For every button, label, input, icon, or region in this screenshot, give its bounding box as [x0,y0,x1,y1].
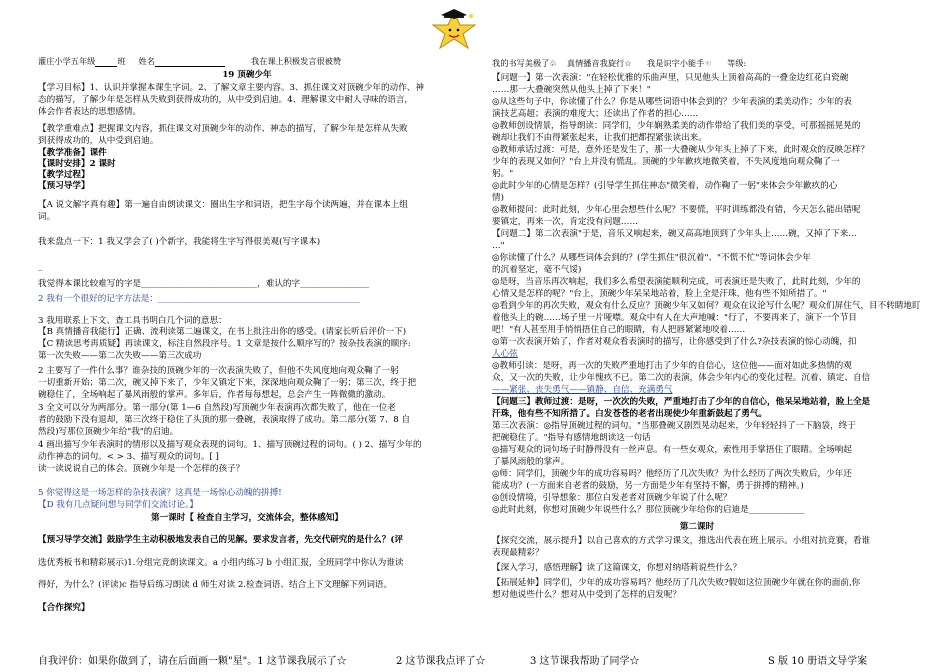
q2-line-8: 着他头上的碗……场子里一片哑噤。观众中有人在大声地喊："行了，不要再来了，演下一个节目 [492,313,857,323]
reflect-line: 读一读说说自己的体会。顶碗少年是一个怎样的孩子？ [38,464,245,474]
grade-label: 等级: [727,58,747,68]
star-icon: ☆ [624,59,632,68]
q1-line-4: 演技艺高超；表演的难度大；还读出了作者的担心…… [492,109,699,119]
summary-line-1: 2 主要写了一件什么事？谁杂技的顶碗少年的一次表演失败了，但他不失风度地向观众鞠了一躬 [38,366,399,376]
q2-line-9: 吧！"有人甚至用手悄悄捂住自己的眼睛，有人把唇紧紧地咬着…… [492,325,746,335]
q1-line-7: ◎教师承话过渡：可是，意外还是发生了，那一大叠碗从少年头上掉了下来，此时观众的反映怎样？ [492,145,870,155]
vocab-line: 3 我用联系上下文、查工具书明白几个词的意思： [38,316,227,326]
q2-line-11: 人心弦 [492,349,518,359]
slogan-r2: 真情播音我旋行 [566,58,625,68]
q3-line-3: 第三次表演：◎指导顶碗过程的词句。"当那叠碗又剧烈晃动起来，少年轻轻抖了一下脑袋，终于 [492,421,856,431]
q1-line-12: ◎教师提问：此时此刻，少年心里会想些什么呢？不要慌，平时训练都没有错，今天怎么能出错呢 [492,205,861,215]
q2-line-1: 【问题二】第二次表演"于是，音乐又响起来，碗又高高地顶到了少年头上……碗，又掉了下来… [492,229,857,239]
section-a-line-2: 词。 [38,212,56,222]
q2-line-14: ——紧张、丧失勇气——镇静、自信、充满勇气 [492,385,673,395]
q1-line-3: ◎从这些句子中，你读懂了什么？你是从哪些词语中体会到的？少年表演的柔美动作；少年的表 [492,97,852,107]
q2-line-6: 心情又是怎样的呢？"台上，顶碗少年呆呆地站着，脸上全是汗珠，他有些不知所措了。" [492,289,827,299]
q1-line-6: 碗却让我们不由得紧张起来，让我们把都捏紧张读出来。 [492,133,707,143]
section-c-line: 【C 精读思考再质疑】再读课文，标注自然段序号。1 文章是按什么顺序写的？按杂技表演的顺序: [38,339,411,349]
structure-line-2: 者的鼓励下没有退却，第三次终于稳住了头顶的那一叠碗，表演取得了成功。第二部分(第 7、8 自 [38,415,411,425]
q3-line-1: 【问题三】教师过渡：是呀，一次次的失败，严重地打击了少年的自信心，他呆呆地站着，脸上全是 [492,397,871,407]
process-line: 【教学过程】 [38,170,90,180]
q3-line-9: ◎创设情境，引导想象：那位白发老者对顶碗少年说了什么呢？ [492,493,732,503]
q2-line-3: ◎你读懂了什么？从哪些词体会到的？(学生抓住"很沉着"、"不慌不忙"等词体会少年 [492,253,811,263]
marking-line-2: 动作神态的词句。< > 3、描写观众的词句。[ ] [38,452,219,462]
objectives-line-2: 态的描写，了解少年是怎样从失败到获得成功的，从中受到启迪。4、理解课文中耐人寻味的语言， [38,95,414,105]
slogan-left: 我在课上积极发言很被赞 [250,56,342,66]
marking-line-1: 4 画出描写少年表演时的情形以及描写观众表现的词句。1、描写顶碗过程的词句。( ) 2、描写少年的 [38,440,422,450]
q3-line-10: ◎此时此刻，你想对顶碗少年说些什么？那位顶碗少年给你的启迪是_____________ [492,505,805,515]
section-b-line: 【B 真情播音我能行】正确、流利读第二遍课文，在书上批注出你的感受。(请家长听后评价一下) [38,327,407,337]
focus-line-1: 【教学重难点】把握课文内容，抓住课文对顶碗少年的动作、神态的描写，了解少年是怎样从失败 [38,124,408,134]
slogan-r3: 我是识字小能手 [647,58,705,68]
q3-line-5: ◎描写观众的词句场子时静得没有一丝声息。有一些女观众，索性用手掌捂住了眼睛。全场响起 [492,445,852,455]
class-label: 班 [117,56,126,66]
preview-line: 【预习导学】 [38,181,90,191]
q1-line-5: ◎教师创设情景，指导朗读：同学们，少年娴熟柔美的动作带给了我们美的享受，可那摇摇晃晃的 [492,121,861,131]
structure-line-3: 然段)写那位顶碗少年给"我"的启迪。 [38,427,179,437]
q2-line-10: ◎第一次表演开始了，作者对观众看表演时的描写，让你感受到了什么?杂技表演的惊心动魄，扣 [492,337,857,347]
exchange-line-1: 【预习导学交流】鼓励学生主动积极地发表自己的见解。要求发言者，先交代研究的是什么？(评 [38,535,404,545]
clover-icon: ♧ [549,59,557,68]
q1-line-1: 【问题一】第一次表演："在轻松优雅的乐曲声里，只见他头上顶着高高的一叠金边红花白瓷碗 [492,73,849,83]
q3-line-6: 了暴风雨般的掌声。 [492,457,570,467]
q3-line-7: ◎师：同学们，顶碗少年的成功容易吗？他经历了几次失败？为什么经历了两次失败后，少年还 [492,469,852,479]
section-a-line-1: 【A 说文解字真有趣】第一遍自由朗读课文：圈出生字和词语，把生字每个读两遍，并在课本上组 [38,200,408,210]
q2-line-13: 众，又一次的失败，让少年愧疚不已。第二次的表演，体会少年内心的变化过程。沉着、镇定、自信 [492,373,871,383]
school-label: 灌庄小学五年级 [38,56,96,66]
second-period-title: 第二课时 [679,522,715,532]
q2-line-12: ◎教师引读：是呀，再一次的失败严重地打击了少年的自信心，这位他——面对如此多热情的观 [492,361,852,371]
q3-line-8: 能成功？(一方面来自老者的鼓励，另一方面是少年有坚持不懈，勇于拼搏的精神。) [492,481,804,491]
star-mascot-icon [425,8,483,54]
book-label: S 版 10 册语文导学案 [768,656,868,667]
q2-line-2: …" [492,241,505,251]
extension-line-1: 【拓展延伸】同学们，少年的成功容易吗？他经历了几次失败?假如这位顶碗少年就在你的面前,你 [492,578,861,588]
blank-line: _ [38,262,43,272]
footer [38,652,918,666]
first-period-title: 第一课时【 检查自主学习，交流体会，整体感知】 [150,513,344,523]
inventory-line: 我来盘点一下：1 我又学会了( )个新字，我能将生字写得很美观(写字课本) [38,237,321,247]
structure-line-1: 3 全文可以分为两部分。第一部分(第 1—6 自然段)写顶碗少年表演再次都失败了，他在一位老 [38,403,396,413]
extension-line-2: 想对他说些什么？想对从中受到了怎样的启发呢？ [492,590,682,600]
q1-line-2: ……那一大叠碗突然从他头上掉了下来！" [492,85,651,95]
explore-line-1: 【探究交流，展示提升】以自己喜欢的方式学习课文，推选出代表在班上展示。小组对抗竞赛，看谁 [492,536,871,546]
hard-chars-line: 我觉得本课比较难写的字是___________________________，难认的字________________ [38,279,369,289]
deep-learning-line: 【深入学习，感悟理解】读了这篇课文，你想对纳塔莉说些什么？ [492,563,742,573]
self-eval-1: 自我评价：如果你做到了，请在后面画一颗"星"。1 这节课我展示了☆ [38,656,347,667]
q3-line-2: 汗珠，他有些不知所措了。白发苍苍的老者出现使少年重新鼓起了勇气。 [492,409,768,419]
header-right [492,58,746,69]
schedule-line: 【课时安排】2 课时 [38,159,116,169]
q1-line-10: ◎此时少年的心情是怎样？(引导学生抓住神态"微笑着，动作鞠了一躬"来体会少年歉疚的心 [492,181,838,191]
q3-line-4: 把碗稳住了。"指导有感情地朗读这一句话 [492,433,651,443]
q2-line-5: ◎是呀，当音乐再次响起，我们多么希望表演能顺利完成，可表演还是失败了，此时此刻，少年的 [492,277,861,287]
q1-line-13: 要镇定，再来一次，肯定没有问题…… [492,217,639,227]
section-d-line: 【D 我有几点疑问想与同学们交流讨论。】 [38,500,199,510]
performance-line: 5 你觉得这是一场怎样的杂技表演？这真是一场惊心动魄的拼搏! [38,488,282,498]
explore-line-2: 表现最精彩？ [492,548,544,558]
q2-line-7: ◎看到少年的再次失败，观众有什么反应？顶碗少年又如何？观众在议论写什么呢？观众们屏住气，目不转睛地盯 [492,301,921,311]
hand-icon: ☜ [704,59,712,68]
objectives-line-3: 体会作者表达的思想感情。 [38,107,142,117]
summary-line-3: 碗稳住了，全场响起了暴风雨般的掌声。多年后，作者每每想起，总会产生一阵微微的激动。 [38,390,391,400]
cooperative-line: 【合作探究】 [38,603,90,613]
self-eval-2: 2 这节课我点评了☆ [396,656,486,667]
memory-method-line: 2 我有一个很好的记字方法是：_______________________________________________ [38,294,360,304]
exchange-line-3: 得好，为什么？(评读)c 指导后练习朗读 d 师生对读 2.检查词语、结合上下文理解下列词语。 [38,580,393,590]
q1-line-11: 情) [492,193,504,203]
order-line: 第一次失败——第二次失败——第三次成功 [38,351,202,361]
self-eval-3: 3 这节课我帮助了同学☆ [530,656,640,667]
lesson-title: 19 顶碗少年 [222,70,272,80]
objectives-line-1: 【学习目标】1、认识并掌握本课生字词。2、了解文章主要内容。3、抓住课文对顶碗少年的动作、神 [38,83,424,93]
exchange-line-2: 选优秀板书和精彩展示)1.分组完竞朗读课文。a 小组内练习 b 小组汇报，全班同学中你认为谁读 [38,558,404,568]
q1-line-8: 少年的表现又如何？"台上并没有慌乱。顶碗的少年歉疚地微笑着，不失风度地向观众鞠了一 [492,157,840,167]
name-label: 姓名 [138,56,155,66]
header-left [38,56,341,67]
focus-line-2: 到获得成功的，从中受到启迪。 [38,136,159,146]
summary-line-2: 一切重新开始；第二次，碗又掉下来了，少年又镇定下来，深深地向观众鞠了一躬；第三次，终于把 [38,378,417,388]
q2-line-4: 的沉着坚定，毫不气馁) [492,265,582,275]
q1-line-9: 躬。" [492,169,514,179]
prep-line: 【教学准备】课件 [38,148,107,158]
slogan-r1: 我的书写美极了 [492,58,550,68]
